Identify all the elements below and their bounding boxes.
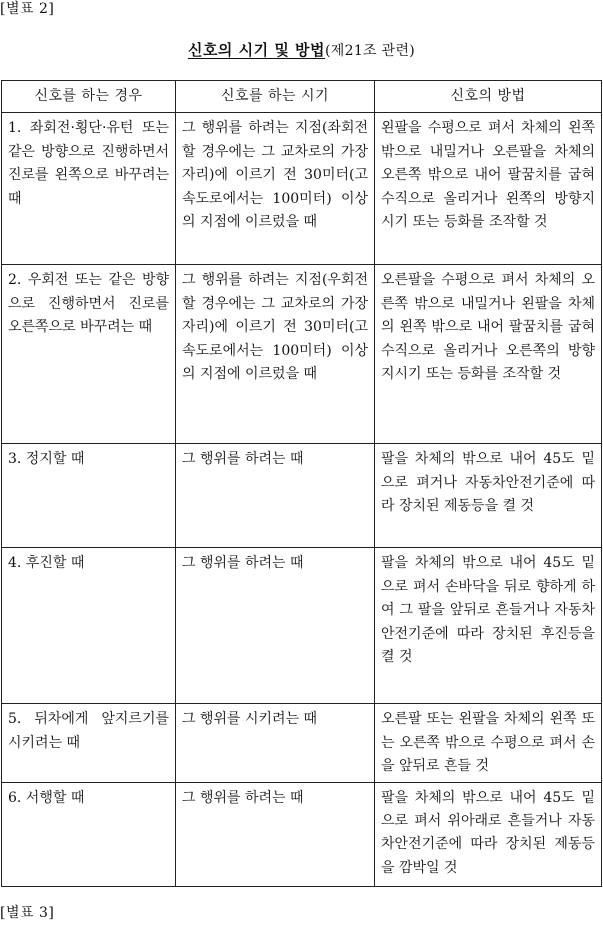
cell-timing: 그 행위를 시키려는 때 bbox=[176, 704, 375, 782]
signal-table bbox=[1, 80, 602, 887]
title-reference: (제21조 관련) bbox=[325, 43, 416, 59]
cell-case: 5. 뒤차에게 앞지르기를 시키려는 때 bbox=[2, 704, 176, 782]
cell-case: 4. 후진할 때 bbox=[2, 548, 176, 704]
cell-timing: 그 행위를 하려는 때 bbox=[176, 444, 375, 548]
table-row bbox=[2, 444, 602, 548]
cell-method: 팔을 차체의 밖으로 내어 45도 밑으로 펴거나 자동차안전기준에 따라 장치된 제동등을 켤 것 bbox=[375, 444, 602, 548]
table-row bbox=[2, 704, 602, 782]
header-case: 신호를 하는 경우 bbox=[2, 81, 176, 113]
cell-case: 6. 서행할 때 bbox=[2, 782, 176, 886]
cell-method: 왼팔을 수평으로 펴서 차체의 왼쪽 밖으로 내밀거나 오른팔을 차체의 오른쪽 밖으로 내어 팔꿈치를 굽혀 수직으로 올리거나 왼쪽의 방향지시기 또는 등화를 조작할 것 bbox=[375, 113, 602, 265]
cell-method: 팔을 차체의 밖으로 내어 45도 밑으로 펴서 손바닥을 뒤로 향하게 하여 그 팔을 앞뒤로 흔들거나 자동차안전기준에 따라 장치된 후진등을 켤 것 bbox=[375, 548, 602, 704]
header-timing: 신호를 하는 시기 bbox=[176, 81, 375, 113]
cell-timing: 그 행위를 하려는 때 bbox=[176, 548, 375, 704]
annex-label-top: [별표 2] bbox=[0, 1, 55, 17]
cell-timing: 그 행위를 하려는 때 bbox=[176, 782, 375, 886]
cell-method: 팔을 차체의 밖으로 내어 45도 밑으로 펴서 위아래로 흔들거나 자동차안전기준에 따라 장치된 제동등을 깜박일 것 bbox=[375, 782, 602, 886]
annex-label-bottom: [별표 3] bbox=[0, 905, 55, 921]
table-row bbox=[2, 113, 602, 265]
table-row bbox=[2, 548, 602, 704]
header-method: 신호의 방법 bbox=[375, 81, 602, 113]
title-main: 신호의 시기 및 방법 bbox=[187, 41, 326, 59]
table-row bbox=[2, 782, 602, 886]
cell-method: 오른팔 또는 왼팔을 차체의 왼쪽 또는 오른쪽 밖으로 수평으로 펴서 손을 앞뒤로 흔들 것 bbox=[375, 704, 602, 782]
table-row bbox=[2, 265, 602, 444]
cell-case: 1. 좌회전·횡단·유턴 또는 같은 방향으로 진행하면서 진로를 왼쪽으로 바꾸려는 때 bbox=[2, 113, 176, 265]
cell-timing: 그 행위를 하려는 지점(좌회전할 경우에는 그 교차로의 가장자리)에 이르기 전 30미터(고속도로에서는 100미터) 이상의 지점에 이르렀을 때 bbox=[176, 113, 375, 265]
document-title bbox=[0, 40, 603, 61]
cell-case: 3. 정지할 때 bbox=[2, 444, 176, 548]
cell-method: 오른팔을 수평으로 펴서 차체의 오른쪽 밖으로 내밀거나 왼팔을 차체의 왼쪽 밖으로 내어 팔꿈치를 굽혀 수직으로 올리거나 오른쪽의 방향지시기 또는 등화를 조작할 것 bbox=[375, 265, 602, 444]
cell-case: 2. 우회전 또는 같은 방향으로 진행하면서 진로를 오른쪽으로 바꾸려는 때 bbox=[2, 265, 176, 444]
table-header-row bbox=[2, 81, 602, 113]
cell-timing: 그 행위를 하려는 지점(우회전할 경우에는 그 교차로의 가장자리)에 이르기 전 30미터(고속도로에서는 100미터) 이상의 지점에 이르렀을 때 bbox=[176, 265, 375, 444]
